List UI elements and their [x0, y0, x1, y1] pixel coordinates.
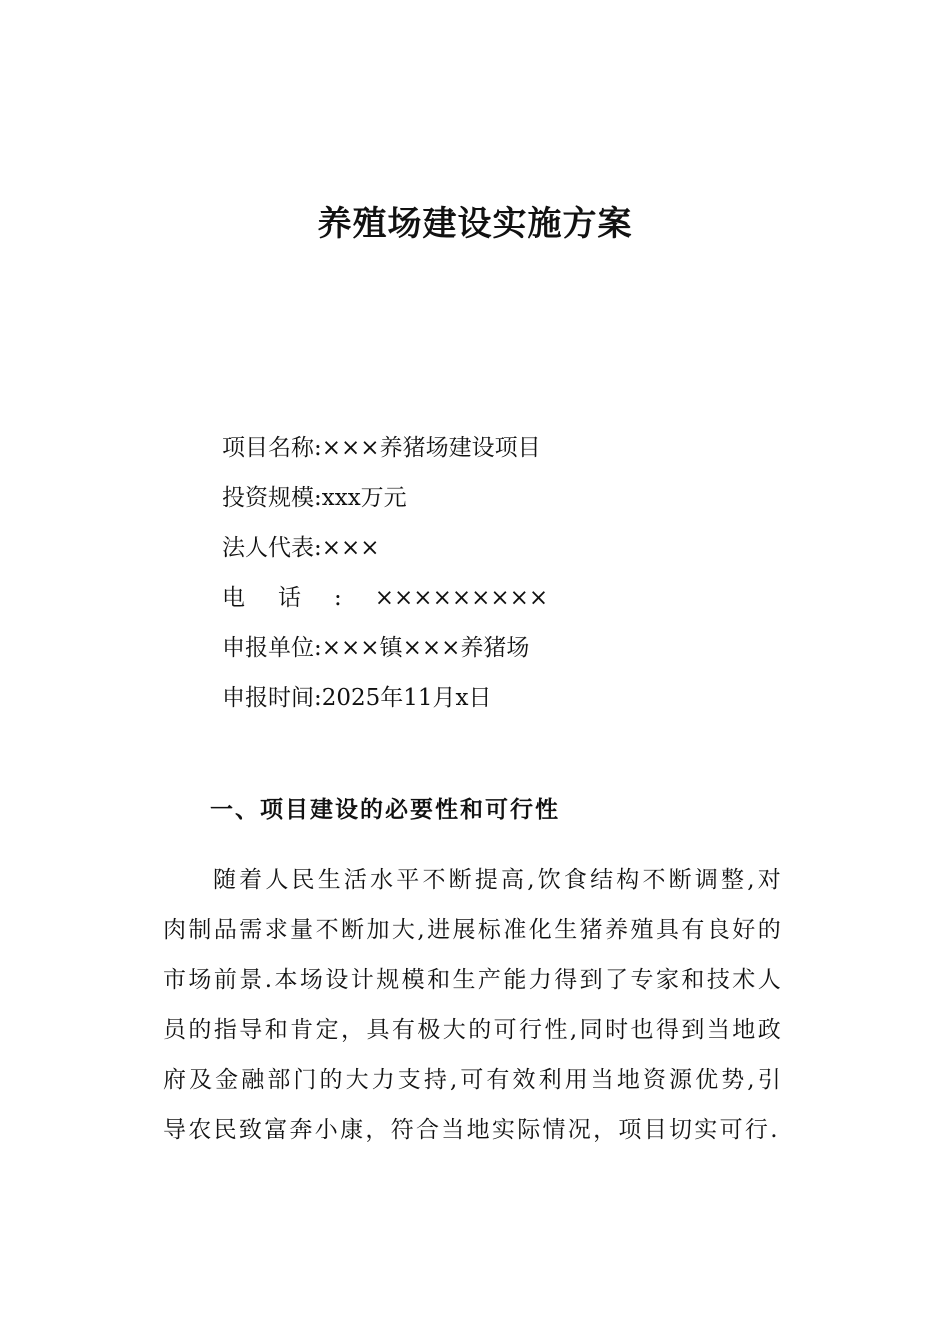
info-value-legal-representative: ××× — [321, 535, 380, 561]
body-paragraph: 随着人民生活水平不断提高,饮食结构不断调整,对肉制品需求量不断加大,进展标准化生猪养殖具有良好的市场前景.本场设计规模和生产能力得到了专家和技术人员的指导和肯定，具有极大的可行性,同时也得到当地政府及金融部门的大力支持,可有效利用当地资源优势,引导农民致富奔小康，符合当地实际情况，项目切实可行. — [163, 867, 783, 1143]
info-label-project-name: 项目名称: — [222, 435, 322, 461]
info-value-project-name: ×××养猪场建设项目 — [321, 435, 541, 461]
info-row-project-name — [222, 430, 548, 480]
info-label-legal-representative: 法人代表: — [222, 535, 322, 561]
project-info-block — [222, 430, 548, 730]
info-value-application-date: 2025年11月x日 — [321, 685, 492, 711]
info-label-application-date: 申报时间: — [222, 685, 322, 711]
document-title: 养殖场建设实施方案 — [317, 204, 633, 244]
info-row-investment-scale — [222, 480, 548, 530]
info-row-legal-representative — [222, 530, 548, 580]
info-label-applicant-unit: 申报单位: — [222, 635, 322, 661]
info-label-investment-scale: 投资规模: — [222, 485, 322, 511]
info-value-applicant-unit: ×××镇×××养猪场 — [321, 635, 530, 661]
section-heading: 一、项目建设的必要性和可行性 — [210, 796, 560, 823]
info-row-application-date — [222, 680, 548, 730]
info-value-investment-scale: xxx万元 — [321, 485, 407, 511]
info-value-telephone: ××××××××× — [374, 585, 549, 611]
info-row-telephone — [222, 580, 548, 630]
info-label-telephone: 电话: — [222, 585, 375, 611]
info-row-applicant-unit — [222, 630, 548, 680]
